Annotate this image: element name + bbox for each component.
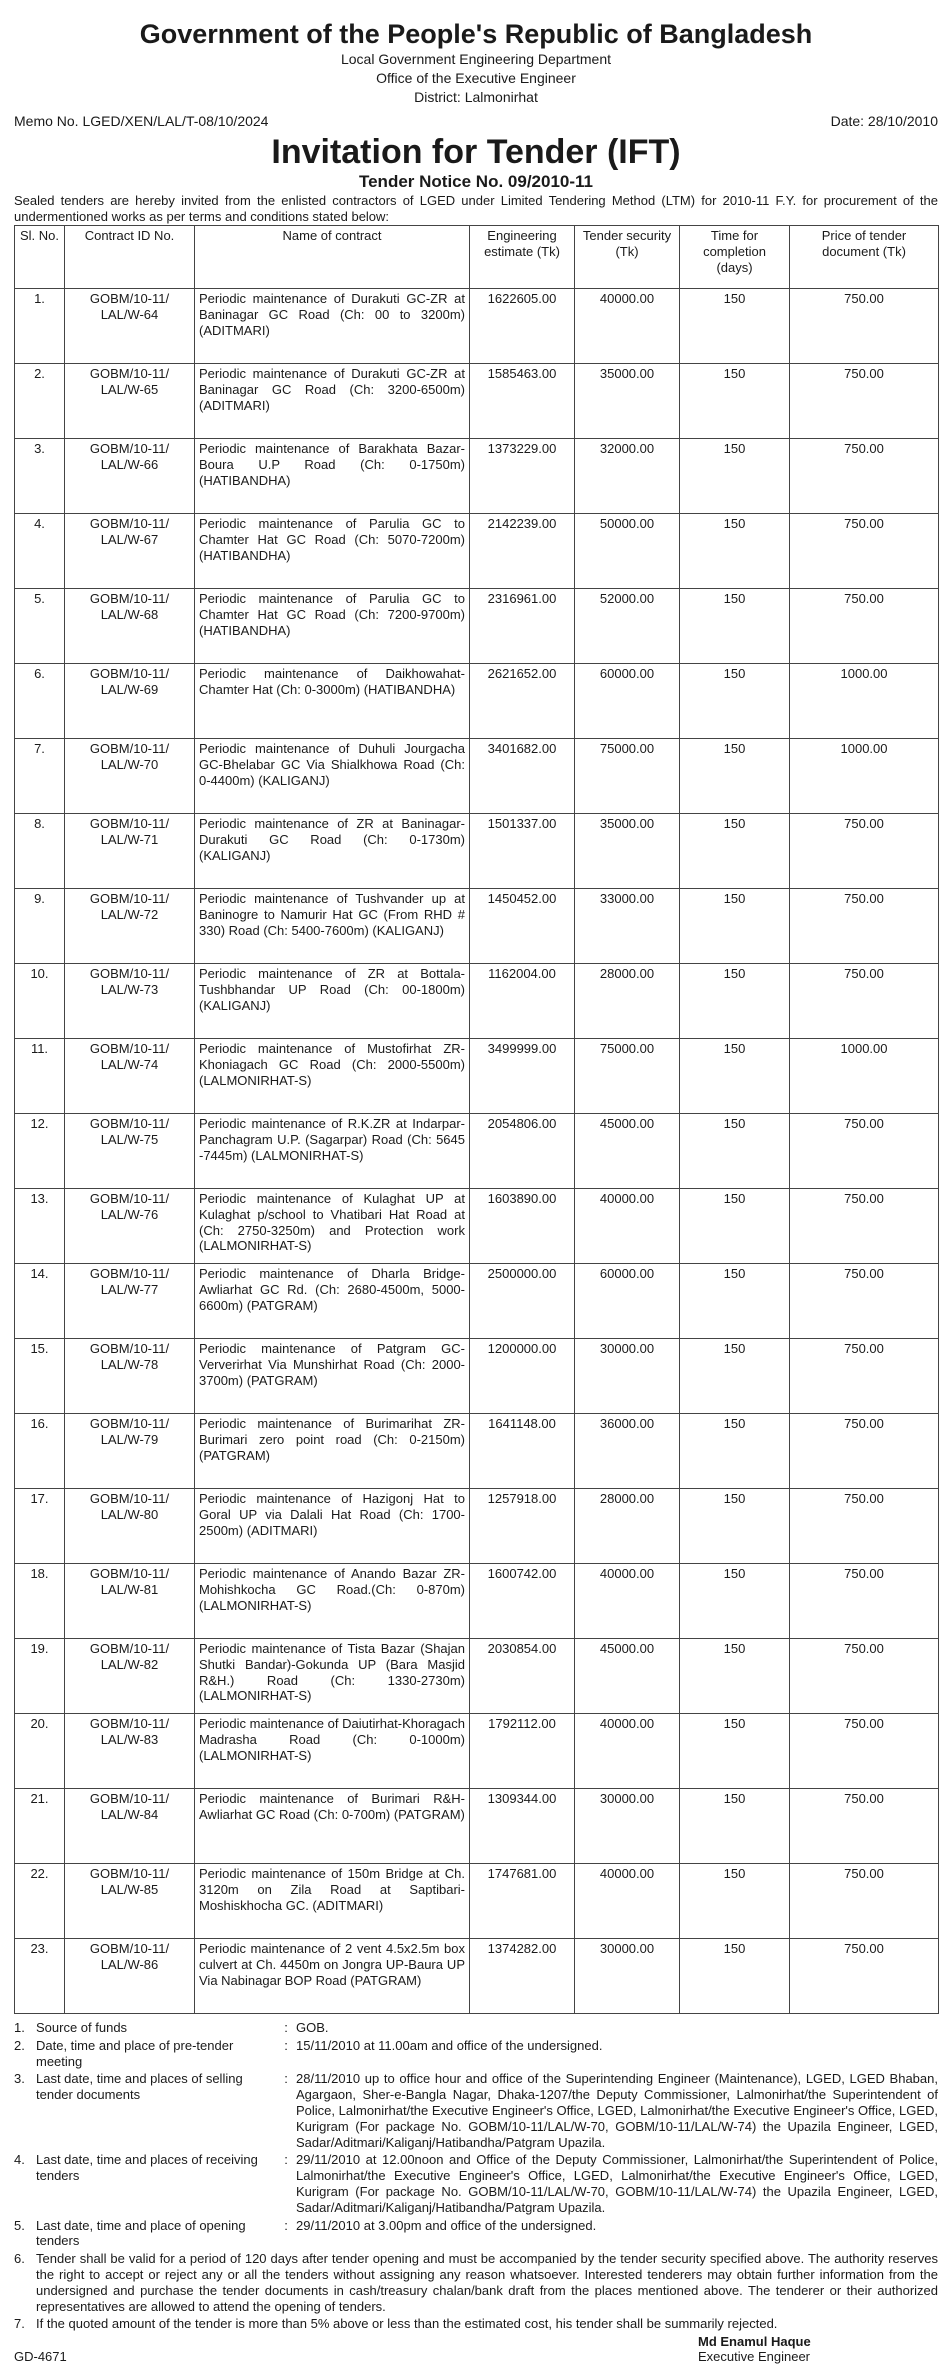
cell-security: 60000.00 [575, 664, 680, 739]
intro-paragraph: Sealed tenders are hereby invited from the enlisted contractors of LGED under Limited Tendering Method (LTM) for 2010-11 F.Y. for procurement of the undermentioned works as per terms and conditions stated below: [14, 193, 938, 224]
cell-estimate: 1200000.00 [470, 1339, 575, 1414]
tender-notice-number: Tender Notice No. 09/2010-11 [358, 172, 593, 191]
condition-item [14, 2251, 938, 2314]
header-time: Time for completion (days) [680, 226, 790, 289]
cell-sl: 10. [15, 964, 65, 1039]
cell-contract-id: GOBM/10-11/ LAL/W-80 [65, 1489, 195, 1564]
cell-price: 750.00 [790, 1114, 939, 1189]
table-row [15, 1564, 939, 1639]
header-name: Name of contract [195, 226, 470, 289]
condition-text: Tender shall be valid for a period of 120 days after tender opening and must be accompanied by the tender security specified above. The authority reserves the right to accept or reject any or all the tenders without assigning any reason whatsoever. Interested tenderers may obtain further information from the undersigned and purchase the tender documents in cash/treasury chalan/bank draft from the places mentioned above. The tenderer or their authorized representatives are allowed to attend the opening of tenders. [36, 2251, 938, 2314]
cell-contract-id: GOBM/10-11/ LAL/W-83 [65, 1714, 195, 1789]
table-row [15, 664, 939, 739]
cell-price: 750.00 [790, 1639, 939, 1714]
cell-sl: 23. [15, 1939, 65, 2014]
condition-item [14, 2316, 938, 2332]
cell-time: 150 [680, 589, 790, 664]
cell-time: 150 [680, 1789, 790, 1864]
cell-security: 30000.00 [575, 1939, 680, 2014]
table-row [15, 364, 939, 439]
cell-time: 150 [680, 1489, 790, 1564]
cell-time: 150 [680, 889, 790, 964]
table-row [15, 1789, 939, 1864]
condition-item [14, 2152, 938, 2215]
table-row [15, 1714, 939, 1789]
table-row [15, 964, 939, 1039]
cell-contract-name: Periodic maintenance of R.K.ZR at Indarpar-Panchagram U.P. (Sagarpar) Road (Ch: 5645 -7445m) (LALMONIRHAT-S) [195, 1114, 470, 1189]
cell-price: 1000.00 [790, 664, 939, 739]
cell-estimate: 2030854.00 [470, 1639, 575, 1714]
condition-item [14, 2038, 938, 2070]
memo-number: Memo No. LGED/XEN/LAL/T-08/10/2024 [14, 113, 269, 129]
condition-item [14, 2218, 938, 2250]
cell-price: 750.00 [790, 1189, 939, 1264]
cell-contract-name: Periodic maintenance of Durakuti GC-ZR at Baninagar GC Road (Ch: 3200-6500m) (ADITMARI) [195, 364, 470, 439]
cell-contract-id: GOBM/10-11/ LAL/W-78 [65, 1339, 195, 1414]
condition-text: If the quoted amount of the tender is more than 5% above or less than the estimated cost, his tender shall be summarily rejected. [36, 2316, 778, 2332]
table-row [15, 589, 939, 664]
cell-time: 150 [680, 1414, 790, 1489]
header-contract-id: Contract ID No. [65, 226, 195, 289]
cell-price: 750.00 [790, 964, 939, 1039]
cell-contract-name: Periodic maintenance of Mustofirhat ZR-Khoniagach GC Road (Ch: 2000-5500m) (LALMONIRHAT-S) [195, 1039, 470, 1114]
cell-price: 750.00 [790, 514, 939, 589]
tender-table-body [15, 289, 939, 2014]
cell-estimate: 1585463.00 [470, 364, 575, 439]
cell-time: 150 [680, 1264, 790, 1339]
cell-security: 40000.00 [575, 1189, 680, 1264]
cell-contract-id: GOBM/10-11/ LAL/W-75 [65, 1114, 195, 1189]
header-sl: Sl. No. [15, 226, 65, 289]
condition-label: Source of funds [36, 2020, 128, 2035]
condition-value: 15/11/2010 at 11.00am and office of the undersigned. [296, 2037, 603, 2053]
cell-price: 750.00 [790, 589, 939, 664]
condition-label: Last date, time and place of opening tenders [36, 2217, 246, 2249]
cell-contract-id: GOBM/10-11/ LAL/W-68 [65, 589, 195, 664]
cell-price: 750.00 [790, 889, 939, 964]
condition-value: 29/11/2010 at 12.00noon and Office of the Deputy Commissioner, Lalmonirhat/the Superintendent of Police, Lalmonirhat/the Executive Engineer's Office, LGED, Lalmonirhat/the Executive Engineer's Office, LGED, Kurigram (For package No. GOBM/10-11/LAL/W-70, GOBM/10-11/LAL/W-74) the Upazila Engineer, LGED, Sadar/Aditmari/Kaliganj/Hatibandha/Patgram Upazila. [296, 2152, 938, 2215]
cell-time: 150 [680, 364, 790, 439]
cell-estimate: 2054806.00 [470, 1114, 575, 1189]
cell-time: 150 [680, 1939, 790, 2014]
cell-contract-name: Periodic maintenance of Anando Bazar ZR-Mohishkocha GC Road.(Ch: 0-870m) (LALMONIRHAT-S) [195, 1564, 470, 1639]
cell-contract-name: Periodic maintenance of Tista Bazar (Shajan Shutki Bandar)-Gokunda UP (Bara Masjid R&H.) Road (Ch: 1330-2730m) (LALMONIRHAT-S) [195, 1639, 470, 1714]
cell-sl: 3. [15, 439, 65, 514]
cell-contract-name: Periodic maintenance of Tushvander up at Baninogre to Namurir Hat GC (From RHD # 330) Road (Ch: 5400-7600m) (KALIGANJ) [195, 889, 470, 964]
cell-security: 28000.00 [575, 964, 680, 1039]
cell-contract-name: Periodic maintenance of ZR at Baninagar-Durakuti GC Road (Ch: 0-1730m) (KALIGANJ) [195, 814, 470, 889]
cell-price: 750.00 [790, 1714, 939, 1789]
cell-security: 75000.00 [575, 1039, 680, 1114]
cell-time: 150 [680, 439, 790, 514]
cell-security: 35000.00 [575, 364, 680, 439]
cell-sl: 18. [15, 1564, 65, 1639]
cell-sl: 16. [15, 1414, 65, 1489]
cell-time: 150 [680, 1189, 790, 1264]
cell-time: 150 [680, 1864, 790, 1939]
cell-time: 150 [680, 1114, 790, 1189]
condition-value: 28/11/2010 up to office hour and office of the Superintending Engineer (Maintenance), LGED, LGED Bhaban, Agargaon, Sher-e-Bangla Nagar, Dhaka-1207/the Deputy Commissioner, Lalmonirhat/the Superintendent of Police, Lalmonirhat/the Executive Engineer's Office, LGED, Lalmonirhat/the Executive Engineer's Office, LGED, Kurigram (For package No. GOBM/10-11/LAL/W-70, GOBM/10-11/LAL/W-74) the Upazila Engineer, LGED, Sadar/Aditmari/Kaliganj/Hatibandha/Patgram Upazila. [296, 2071, 938, 2150]
cell-security: 40000.00 [575, 1564, 680, 1639]
cell-contract-name: Periodic maintenance of 150m Bridge at Ch. 3120m on Zila Road at Saptibari-Moshiskhocha GC. (ADITMARI) [195, 1864, 470, 1939]
cell-contract-id: GOBM/10-11/ LAL/W-76 [65, 1189, 195, 1264]
cell-sl: 5. [15, 589, 65, 664]
document-title: Invitation for Tender (IFT) [271, 133, 681, 171]
table-row [15, 739, 939, 814]
cell-sl: 8. [15, 814, 65, 889]
cell-estimate: 3401682.00 [470, 739, 575, 814]
cell-time: 150 [680, 514, 790, 589]
table-row [15, 1489, 939, 1564]
condition-separator: : [284, 2020, 288, 2035]
cell-price: 750.00 [790, 1864, 939, 1939]
cell-estimate: 1373229.00 [470, 439, 575, 514]
table-row [15, 1864, 939, 1939]
cell-security: 33000.00 [575, 889, 680, 964]
cell-sl: 2. [15, 364, 65, 439]
cell-security: 60000.00 [575, 1264, 680, 1339]
condition-separator: : [284, 2217, 288, 2233]
cell-contract-id: GOBM/10-11/ LAL/W-70 [65, 739, 195, 814]
cell-estimate: 2621652.00 [470, 664, 575, 739]
cell-price: 750.00 [790, 1789, 939, 1864]
condition-item [14, 2020, 938, 2036]
signatory-name: Md Enamul Haque [698, 2334, 811, 2350]
header-estimate: Engineering estimate (Tk) [470, 226, 575, 289]
cell-price: 750.00 [790, 289, 939, 364]
cell-contract-id: GOBM/10-11/ LAL/W-65 [65, 364, 195, 439]
cell-contract-id: GOBM/10-11/ LAL/W-79 [65, 1414, 195, 1489]
cell-price: 750.00 [790, 1489, 939, 1564]
table-row [15, 1264, 939, 1339]
cell-security: 50000.00 [575, 514, 680, 589]
cell-contract-name: Periodic maintenance of Barakhata Bazar-Boura U.P Road (Ch: 0-1750m) (HATIBANDHA) [195, 439, 470, 514]
condition-number: 5. [14, 2217, 25, 2233]
table-row [15, 439, 939, 514]
government-heading: Government of the People's Republic of Bangladesh [139, 19, 813, 49]
cell-estimate: 1162004.00 [470, 964, 575, 1039]
cell-security: 28000.00 [575, 1489, 680, 1564]
cell-price: 750.00 [790, 1339, 939, 1414]
cell-security: 30000.00 [575, 1339, 680, 1414]
cell-contract-id: GOBM/10-11/ LAL/W-67 [65, 514, 195, 589]
tender-table [14, 225, 939, 2014]
cell-contract-id: GOBM/10-11/ LAL/W-71 [65, 814, 195, 889]
cell-contract-id: GOBM/10-11/ LAL/W-81 [65, 1564, 195, 1639]
cell-contract-name: Periodic maintenance of Patgram GC-Ververirhat Via Munshirhat Road (Ch: 2000-3700m) (PATGRAM) [195, 1339, 470, 1414]
cell-security: 75000.00 [575, 739, 680, 814]
condition-number: 4. [14, 2152, 25, 2168]
footer-code: GD-4671 [14, 2349, 67, 2364]
cell-estimate: 2142239.00 [470, 514, 575, 589]
cell-estimate: 1622605.00 [470, 289, 575, 364]
cell-contract-id: GOBM/10-11/ LAL/W-72 [65, 889, 195, 964]
cell-contract-name: Periodic maintenance of Dharla Bridge-Awliarhat GC Rd. (Ch: 2680-4500m, 5000-6600m) (PATGRAM) [195, 1264, 470, 1339]
cell-contract-name: Periodic maintenance of Kulaghat UP at Kulaghat p/school to Vhatibari Hat Road at (Ch: 2750-3250m) and Protection work (LALMONIRHAT-S) [195, 1189, 470, 1264]
cell-security: 30000.00 [575, 1789, 680, 1864]
cell-contract-id: GOBM/10-11/ LAL/W-84 [65, 1789, 195, 1864]
cell-sl: 1. [15, 289, 65, 364]
header-security: Tender security (Tk) [575, 226, 680, 289]
cell-contract-name: Periodic maintenance of 2 vent 4.5x2.5m box culvert at Ch. 4450m on Jongra UP-Baura UP Via Nabinagar BOP Road (PATGRAM) [195, 1939, 470, 2014]
table-row [15, 1939, 939, 2014]
cell-contract-name: Periodic maintenance of Burimari R&H-Awliarhat GC Road (Ch: 0-700m) (PATGRAM) [195, 1789, 470, 1864]
signatory-title: Executive Engineer [698, 2349, 811, 2364]
cell-price: 750.00 [790, 1414, 939, 1489]
cell-contract-name: Periodic maintenance of Burimarihat ZR-Burimari zero point road (Ch: 0-2150m) (PATGRAM) [195, 1414, 470, 1489]
cell-sl: 17. [15, 1489, 65, 1564]
cell-contract-id: GOBM/10-11/ LAL/W-85 [65, 1864, 195, 1939]
cell-sl: 13. [15, 1189, 65, 1264]
cell-estimate: 1374282.00 [470, 1939, 575, 2014]
cell-estimate: 2500000.00 [470, 1264, 575, 1339]
cell-price: 750.00 [790, 1939, 939, 2014]
cell-security: 40000.00 [575, 1714, 680, 1789]
condition-number: 2. [14, 2037, 25, 2053]
cell-contract-name: Periodic maintenance of Hazigonj Hat to Goral UP via Dalali Hat Road (Ch: 1700-2500m) (ADITMARI) [195, 1489, 470, 1564]
cell-security: 36000.00 [575, 1414, 680, 1489]
cell-sl: 14. [15, 1264, 65, 1339]
cell-time: 150 [680, 289, 790, 364]
cell-sl: 22. [15, 1864, 65, 1939]
table-row [15, 1639, 939, 1714]
cell-time: 150 [680, 814, 790, 889]
cell-contract-id: GOBM/10-11/ LAL/W-66 [65, 439, 195, 514]
cell-sl: 11. [15, 1039, 65, 1114]
cell-security: 32000.00 [575, 439, 680, 514]
cell-estimate: 3499999.00 [470, 1039, 575, 1114]
condition-number: 7. [14, 2316, 25, 2332]
table-row [15, 514, 939, 589]
cell-contract-id: GOBM/10-11/ LAL/W-86 [65, 1939, 195, 2014]
cell-contract-id: GOBM/10-11/ LAL/W-69 [65, 664, 195, 739]
cell-estimate: 1603890.00 [470, 1189, 575, 1264]
department-name: Local Government Engineering Department [340, 51, 612, 67]
table-row [15, 1339, 939, 1414]
cell-time: 150 [680, 1564, 790, 1639]
cell-security: 45000.00 [575, 1639, 680, 1714]
cell-sl: 12. [15, 1114, 65, 1189]
cell-security: 40000.00 [575, 1864, 680, 1939]
cell-price: 1000.00 [790, 1039, 939, 1114]
cell-contract-id: GOBM/10-11/ LAL/W-82 [65, 1639, 195, 1714]
condition-label: Last date, time and places of receiving tenders [36, 2152, 258, 2184]
cell-contract-name: Periodic maintenance of Duhuli Jourgacha GC-Bhelabar GC Via Shialkhowa Road (Ch: 0-4400m) (KALIGANJ) [195, 739, 470, 814]
cell-time: 150 [680, 964, 790, 1039]
conditions-list [14, 2020, 938, 2332]
cell-security: 52000.00 [575, 589, 680, 664]
condition-number: 1. [14, 2020, 25, 2035]
condition-separator: : [284, 2037, 288, 2053]
cell-contract-name: Periodic maintenance of Daiutirhat-Khoragach Madrasha Road (Ch: 0-1000m) (LALMONIRHAT-S) [195, 1714, 470, 1789]
table-row [15, 1039, 939, 1114]
table-row [15, 889, 939, 964]
cell-security: 40000.00 [575, 289, 680, 364]
cell-estimate: 1747681.00 [470, 1864, 575, 1939]
table-header-row [15, 226, 939, 289]
cell-contract-name: Periodic maintenance of Parulia GC to Chamter Hat GC Road (Ch: 5070-7200m) (HATIBANDHA) [195, 514, 470, 589]
cell-price: 750.00 [790, 364, 939, 439]
cell-sl: 20. [15, 1714, 65, 1789]
cell-security: 45000.00 [575, 1114, 680, 1189]
condition-separator: : [284, 2071, 288, 2087]
cell-sl: 9. [15, 889, 65, 964]
cell-sl: 6. [15, 664, 65, 739]
condition-label: Last date, time and places of selling tender documents [36, 2071, 243, 2103]
cell-contract-id: GOBM/10-11/ LAL/W-64 [65, 289, 195, 364]
condition-item [14, 2071, 938, 2150]
office-name: Office of the Executive Engineer [376, 70, 576, 86]
condition-value: 29/11/2010 at 3.00pm and office of the undersigned. [296, 2217, 597, 2233]
cell-security: 35000.00 [575, 814, 680, 889]
condition-number: 6. [14, 2251, 25, 2267]
cell-sl: 21. [15, 1789, 65, 1864]
header-price: Price of tender document (Tk) [790, 226, 939, 289]
cell-estimate: 1309344.00 [470, 1789, 575, 1864]
table-row [15, 1189, 939, 1264]
cell-contract-name: Periodic maintenance of ZR at Bottala-Tushbhandar UP Road (Ch: 00-1800m) (KALIGANJ) [195, 964, 470, 1039]
table-row [15, 1114, 939, 1189]
cell-price: 750.00 [790, 1564, 939, 1639]
cell-time: 150 [680, 664, 790, 739]
cell-time: 150 [680, 1714, 790, 1789]
cell-estimate: 1641148.00 [470, 1414, 575, 1489]
cell-contract-id: GOBM/10-11/ LAL/W-74 [65, 1039, 195, 1114]
cell-estimate: 1792112.00 [470, 1714, 575, 1789]
cell-estimate: 1600742.00 [470, 1564, 575, 1639]
cell-estimate: 1257918.00 [470, 1489, 575, 1564]
cell-price: 750.00 [790, 814, 939, 889]
tender-notice-document [14, 18, 938, 2364]
cell-time: 150 [680, 1639, 790, 1714]
cell-price: 750.00 [790, 1264, 939, 1339]
cell-sl: 4. [15, 514, 65, 589]
cell-sl: 7. [15, 739, 65, 814]
cell-time: 150 [680, 1339, 790, 1414]
table-row [15, 1414, 939, 1489]
district-name: District: Lalmonirhat [414, 89, 538, 105]
cell-estimate: 2316961.00 [470, 589, 575, 664]
cell-estimate: 1450452.00 [470, 889, 575, 964]
memo-row [14, 111, 938, 131]
condition-number: 3. [14, 2071, 25, 2087]
cell-sl: 19. [15, 1639, 65, 1714]
cell-price: 750.00 [790, 439, 939, 514]
cell-contract-name: Periodic maintenance of Daikhowahat-Chamter Hat (Ch: 0-3000m) (HATIBANDHA) [195, 664, 470, 739]
cell-sl: 15. [15, 1339, 65, 1414]
cell-time: 150 [680, 1039, 790, 1114]
memo-date: Date: 28/10/2010 [830, 113, 938, 129]
table-row [15, 814, 939, 889]
cell-contract-name: Periodic maintenance of Parulia GC to Chamter Hat GC Road (Ch: 7200-9700m) (HATIBANDHA) [195, 589, 470, 664]
cell-contract-id: GOBM/10-11/ LAL/W-73 [65, 964, 195, 1039]
cell-time: 150 [680, 739, 790, 814]
condition-label: Date, time and place of pre-tender meeting [36, 2037, 234, 2069]
cell-price: 1000.00 [790, 739, 939, 814]
condition-value: GOB. [296, 2020, 329, 2035]
cell-contract-id: GOBM/10-11/ LAL/W-77 [65, 1264, 195, 1339]
table-row [15, 289, 939, 364]
cell-contract-name: Periodic maintenance of Durakuti GC-ZR at Baninagar GC Road (Ch: 00 to 3200m) (ADITMARI) [195, 289, 470, 364]
condition-separator: : [284, 2152, 288, 2168]
cell-estimate: 1501337.00 [470, 814, 575, 889]
